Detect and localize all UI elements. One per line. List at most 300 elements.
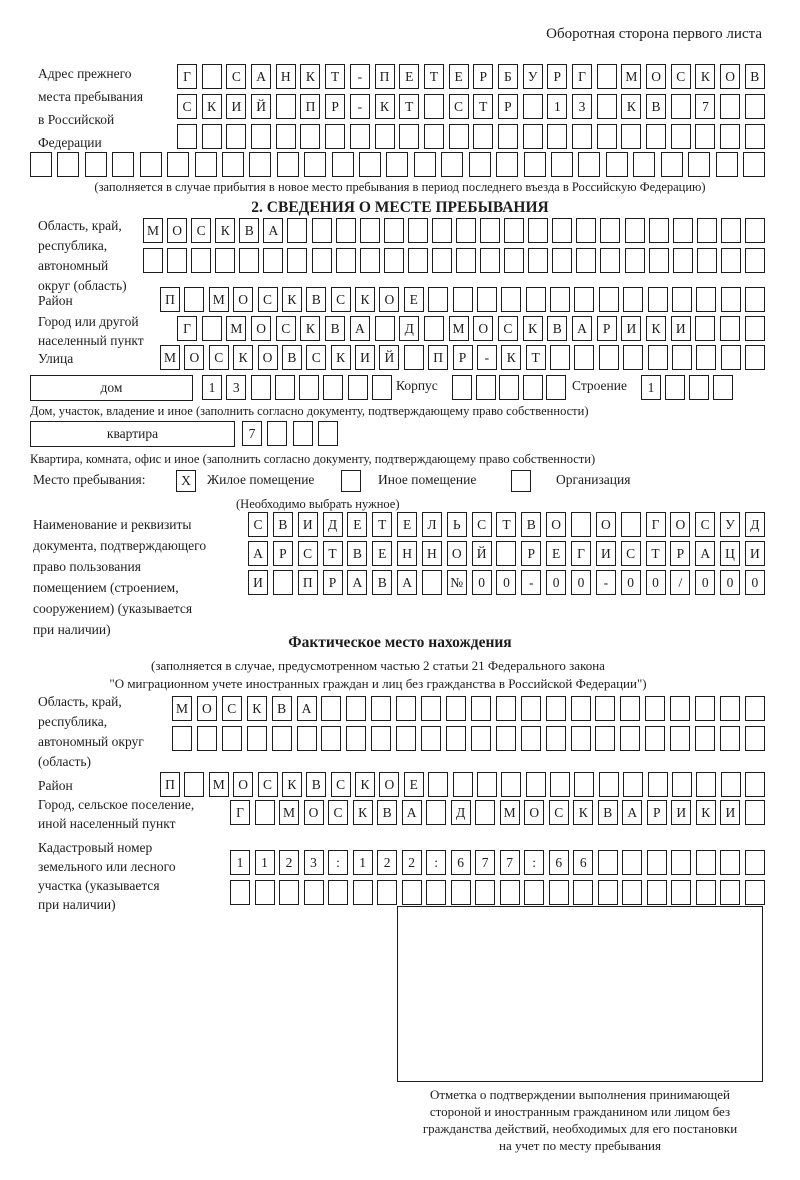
form-cell <box>671 850 691 875</box>
form-cell: К <box>202 94 222 119</box>
form-cell <box>599 345 619 370</box>
form-cell: М <box>500 800 520 825</box>
form-cell: 1 <box>202 375 222 400</box>
form-cell: П <box>300 94 320 119</box>
form-cell <box>471 726 491 751</box>
form-cell <box>57 152 79 177</box>
form-cell <box>599 772 619 797</box>
form-cell: 6 <box>549 850 569 875</box>
form-cell: Е <box>347 512 367 537</box>
form-cell <box>721 772 741 797</box>
prev-address-note: (заполняется в случае прибытия в новое место пребывания в период последнего въезда в Российскую Федерацию) <box>94 180 706 194</box>
actual-region-row-2 <box>172 726 765 751</box>
house-note: Дом, участок, владение и иное (заполнить согласно документу, подтверждающему право собственности) <box>30 404 589 418</box>
form-cell: Й <box>472 541 492 566</box>
form-cell <box>453 772 473 797</box>
form-cell <box>597 94 617 119</box>
form-cell <box>359 152 381 177</box>
form-cell: Ц <box>720 541 740 566</box>
form-cell: Р <box>647 800 667 825</box>
form-cell <box>552 248 572 273</box>
form-cell <box>595 696 615 721</box>
form-cell <box>300 124 320 149</box>
form-cell <box>673 218 693 243</box>
form-cell <box>599 287 619 312</box>
form-cell <box>720 94 740 119</box>
form-cell: И <box>671 316 691 341</box>
form-cell <box>720 696 740 721</box>
form-cell: А <box>347 570 367 595</box>
form-cell: П <box>160 287 180 312</box>
form-cell: Т <box>424 64 444 89</box>
form-cell <box>648 772 668 797</box>
district-label: Район <box>38 293 73 308</box>
form-cell: А <box>397 570 417 595</box>
form-cell: К <box>375 94 395 119</box>
form-cell: Е <box>399 64 419 89</box>
form-cell <box>172 726 192 751</box>
apartment-number-row <box>242 421 338 446</box>
form-cell: И <box>596 541 616 566</box>
form-cell: К <box>233 345 253 370</box>
form-cell <box>697 248 717 273</box>
form-cell <box>524 880 544 905</box>
form-cell: Т <box>646 541 666 566</box>
form-cell: А <box>297 696 317 721</box>
form-cell: - <box>596 570 616 595</box>
form-cell <box>498 124 518 149</box>
form-cell <box>621 512 641 537</box>
form-cell: К <box>573 800 593 825</box>
form-cell <box>421 696 441 721</box>
form-cell: К <box>282 287 302 312</box>
form-cell: О <box>184 345 204 370</box>
form-cell: Е <box>449 64 469 89</box>
form-cell <box>404 345 424 370</box>
form-cell: Т <box>496 512 516 537</box>
form-cell: О <box>670 512 690 537</box>
form-cell <box>574 287 594 312</box>
form-cell <box>263 248 283 273</box>
form-cell: В <box>646 94 666 119</box>
form-cell <box>299 375 319 400</box>
form-cell <box>600 218 620 243</box>
city-label: Город или другой населенный пункт <box>38 314 144 348</box>
form-cell <box>323 375 343 400</box>
form-cell <box>112 152 134 177</box>
form-cell <box>623 287 643 312</box>
form-cell: 0 <box>571 570 591 595</box>
form-cell <box>332 152 354 177</box>
form-cell: - <box>521 570 541 595</box>
form-cell <box>649 248 669 273</box>
prev-address-row-2 <box>177 94 765 119</box>
form-cell: Г <box>646 512 666 537</box>
form-cell: П <box>160 772 180 797</box>
form-cell: Р <box>453 345 473 370</box>
form-cell: С <box>449 94 469 119</box>
form-cell: О <box>524 800 544 825</box>
form-cell <box>384 218 404 243</box>
form-cell <box>426 880 446 905</box>
form-cell: - <box>350 94 370 119</box>
form-cell <box>550 287 570 312</box>
cadastral-label: Кадастровый номер земельного или лесного участка (указывается при наличии) <box>38 840 176 912</box>
form-cell: А <box>350 316 370 341</box>
form-cell <box>446 696 466 721</box>
form-cell <box>287 218 307 243</box>
form-cell <box>695 124 715 149</box>
form-cell <box>276 94 296 119</box>
form-cell <box>745 218 765 243</box>
form-cell <box>276 124 296 149</box>
form-cell <box>496 152 518 177</box>
actual-region-label: Область, край, республика, автономный округ (область) <box>38 694 144 769</box>
form-cell <box>745 94 765 119</box>
form-cell: Р <box>521 541 541 566</box>
form-cell: 2 <box>377 850 397 875</box>
document-row-1 <box>248 512 765 537</box>
form-cell <box>428 287 448 312</box>
form-cell <box>546 696 566 721</box>
form-cell <box>312 248 332 273</box>
form-cell: 3 <box>304 850 324 875</box>
form-cell <box>720 316 740 341</box>
form-cell: В <box>745 64 765 89</box>
form-cell <box>473 124 493 149</box>
form-cell <box>598 880 618 905</box>
form-cell: 0 <box>745 570 765 595</box>
form-cell: А <box>263 218 283 243</box>
form-cell <box>645 696 665 721</box>
form-cell: К <box>282 772 302 797</box>
form-cell <box>745 316 765 341</box>
form-cell: 0 <box>695 570 715 595</box>
form-cell: О <box>167 218 187 243</box>
form-cell: - <box>350 64 370 89</box>
form-cell <box>721 287 741 312</box>
form-cell <box>371 696 391 721</box>
form-cell: С <box>331 772 351 797</box>
form-cell: М <box>160 345 180 370</box>
form-cell: 2 <box>402 850 422 875</box>
form-cell <box>273 570 293 595</box>
form-cell: В <box>377 800 397 825</box>
form-cell: Д <box>451 800 471 825</box>
form-cell: Р <box>547 64 567 89</box>
form-cell: И <box>355 345 375 370</box>
form-cell <box>249 152 271 177</box>
form-cell <box>720 850 740 875</box>
form-cell <box>551 152 573 177</box>
form-cell: Т <box>399 94 419 119</box>
form-cell: 0 <box>496 570 516 595</box>
form-cell: Б <box>498 64 518 89</box>
form-cell: 0 <box>621 570 641 595</box>
form-cell: 0 <box>546 570 566 595</box>
form-cell <box>600 248 620 273</box>
form-cell: С <box>695 512 715 537</box>
form-cell <box>623 345 643 370</box>
form-cell <box>688 152 710 177</box>
form-cell <box>499 375 519 400</box>
form-cell: И <box>671 800 691 825</box>
form-cell <box>720 124 740 149</box>
form-cell <box>521 726 541 751</box>
street-label: Улица <box>38 351 74 366</box>
form-cell <box>377 880 397 905</box>
form-cell <box>649 218 669 243</box>
form-cell <box>197 726 217 751</box>
form-cell <box>523 375 543 400</box>
actual-district-label: Район <box>38 778 73 793</box>
form-cell: Р <box>273 541 293 566</box>
form-cell <box>571 696 591 721</box>
form-cell: Е <box>397 512 417 537</box>
form-cell <box>504 218 524 243</box>
form-cell <box>475 880 495 905</box>
form-cell <box>167 248 187 273</box>
form-cell: К <box>501 345 521 370</box>
form-cell: К <box>695 64 715 89</box>
form-cell: Р <box>597 316 617 341</box>
form-cell: 6 <box>451 850 471 875</box>
form-cell: М <box>143 218 163 243</box>
form-cell <box>549 880 569 905</box>
form-cell: Н <box>422 541 442 566</box>
form-cell: 7 <box>500 850 520 875</box>
form-cell <box>396 726 416 751</box>
form-cell: Н <box>276 64 296 89</box>
house-number-row <box>202 375 392 400</box>
form-cell <box>623 772 643 797</box>
form-cell <box>745 726 765 751</box>
form-cell <box>287 248 307 273</box>
document-row-2 <box>248 541 765 566</box>
form-cell <box>550 345 570 370</box>
form-cell: К <box>621 94 641 119</box>
form-cell <box>399 124 419 149</box>
form-cell <box>648 345 668 370</box>
form-cell <box>622 880 642 905</box>
form-cell <box>328 880 348 905</box>
form-cell <box>521 696 541 721</box>
form-cell: О <box>646 64 666 89</box>
form-cell <box>318 421 338 446</box>
form-cell <box>696 772 716 797</box>
form-cell <box>526 772 546 797</box>
form-cell <box>226 124 246 149</box>
form-cell <box>576 248 596 273</box>
form-cell <box>550 772 570 797</box>
form-cell: У <box>720 512 740 537</box>
form-cell <box>546 726 566 751</box>
form-cell <box>143 248 163 273</box>
form-cell: К <box>300 316 320 341</box>
form-cell: Й <box>379 345 399 370</box>
form-cell: С <box>498 316 518 341</box>
form-cell <box>456 218 476 243</box>
form-cell <box>30 152 52 177</box>
form-cell <box>247 726 267 751</box>
form-cell: К <box>523 316 543 341</box>
form-cell <box>606 152 628 177</box>
form-cell: П <box>298 570 318 595</box>
form-cell: 3 <box>226 375 246 400</box>
apartment-type-box: квартира <box>30 421 235 447</box>
form-cell <box>346 726 366 751</box>
form-cell <box>386 152 408 177</box>
form-cell <box>432 248 452 273</box>
form-cell <box>372 375 392 400</box>
form-cell <box>622 850 642 875</box>
form-cell: О <box>546 512 566 537</box>
form-cell <box>595 726 615 751</box>
form-cell: К <box>247 696 267 721</box>
form-cell <box>452 375 472 400</box>
form-cell <box>547 124 567 149</box>
form-cell <box>140 152 162 177</box>
form-cell <box>745 345 765 370</box>
form-cell <box>424 316 444 341</box>
form-cell <box>646 124 666 149</box>
document-label: Наименование и реквизиты документа, подтверждающего право пользования помещением (строением, сооружением) (указывается при наличии) <box>33 517 207 637</box>
form-cell <box>477 287 497 312</box>
form-cell <box>745 248 765 273</box>
form-cell <box>230 880 250 905</box>
house-type-box: дом <box>30 375 193 401</box>
form-cell <box>745 287 765 312</box>
prev-address-row-1 <box>177 64 765 89</box>
cadastral-row-1 <box>230 850 765 875</box>
form-cell <box>325 124 345 149</box>
form-cell <box>578 152 600 177</box>
form-cell <box>523 94 543 119</box>
form-cell <box>697 218 717 243</box>
form-cell: О <box>251 316 271 341</box>
form-cell <box>526 287 546 312</box>
form-cell <box>528 248 548 273</box>
region-row-1 <box>143 218 765 243</box>
form-cell: 0 <box>646 570 666 595</box>
form-cell <box>184 772 204 797</box>
form-cell <box>665 375 685 400</box>
form-cell <box>350 124 370 149</box>
form-cell <box>574 772 594 797</box>
form-cell: 1 <box>230 850 250 875</box>
korpus-row <box>452 375 566 400</box>
actual-location-title: Фактическое место нахождения <box>288 634 512 651</box>
form-cell: Е <box>404 287 424 312</box>
form-cell <box>500 880 520 905</box>
form-cell <box>745 124 765 149</box>
form-cell: Р <box>473 64 493 89</box>
form-cell <box>421 726 441 751</box>
form-cell: О <box>720 64 740 89</box>
form-cell: Ь <box>447 512 467 537</box>
form-cell <box>360 248 380 273</box>
option-organization-label: Организация <box>556 472 631 487</box>
form-cell: О <box>197 696 217 721</box>
actual-city-row <box>230 800 765 825</box>
stroenie-label: Строение <box>572 378 627 393</box>
form-cell <box>428 772 448 797</box>
form-cell: В <box>372 570 392 595</box>
form-cell <box>360 218 380 243</box>
form-cell <box>671 880 691 905</box>
checkbox-other-premises <box>341 470 361 492</box>
form-cell: В <box>306 772 326 797</box>
form-cell <box>743 152 765 177</box>
form-cell: И <box>745 541 765 566</box>
form-cell: С <box>472 512 492 537</box>
form-cell <box>449 124 469 149</box>
form-cell <box>745 800 765 825</box>
form-cell: В <box>306 287 326 312</box>
actual-location-note: (заполняется в случае, предусмотренном частью 2 статьи 21 Федерального закона "О миграционном учете иностранных граждан и лиц без гражданства в Российской Федерации") <box>109 658 647 691</box>
form-cell <box>202 124 222 149</box>
form-cell <box>424 94 444 119</box>
form-cell <box>720 880 740 905</box>
form-cell <box>184 287 204 312</box>
form-cell <box>402 880 422 905</box>
form-cell <box>647 850 667 875</box>
form-cell <box>414 152 436 177</box>
form-cell <box>353 880 373 905</box>
form-cell <box>696 287 716 312</box>
form-cell: К <box>300 64 320 89</box>
form-cell: : <box>426 850 446 875</box>
form-cell <box>647 880 667 905</box>
form-cell <box>625 248 645 273</box>
form-cell <box>321 726 341 751</box>
form-cell: 1 <box>353 850 373 875</box>
form-cell <box>275 375 295 400</box>
form-cell: Р <box>325 94 345 119</box>
form-cell: М <box>621 64 641 89</box>
form-cell: А <box>695 541 715 566</box>
form-cell: С <box>328 800 348 825</box>
form-cell: М <box>449 316 469 341</box>
form-cell <box>696 345 716 370</box>
form-cell: - <box>477 345 497 370</box>
form-cell: 7 <box>242 421 262 446</box>
form-cell <box>255 800 275 825</box>
form-cell: С <box>621 541 641 566</box>
form-cell <box>571 726 591 751</box>
stroenie-row <box>641 375 733 400</box>
form-cell: И <box>298 512 318 537</box>
form-cell: В <box>282 345 302 370</box>
prev-address-label: Адрес прежнего места пребывания в Российской Федерации <box>38 66 144 150</box>
form-cell <box>672 772 692 797</box>
form-cell: Г <box>571 541 591 566</box>
form-cell <box>573 880 593 905</box>
form-cell <box>625 218 645 243</box>
form-cell <box>375 124 395 149</box>
form-cell: В <box>325 316 345 341</box>
form-cell <box>546 375 566 400</box>
form-cell: С <box>276 316 296 341</box>
form-cell <box>645 726 665 751</box>
form-cell <box>267 421 287 446</box>
form-cell: 1 <box>547 94 567 119</box>
form-cell <box>293 421 313 446</box>
option-residential-label: Жилое помещение <box>207 472 315 487</box>
form-cell <box>671 124 691 149</box>
form-cell <box>279 880 299 905</box>
form-cell <box>456 248 476 273</box>
